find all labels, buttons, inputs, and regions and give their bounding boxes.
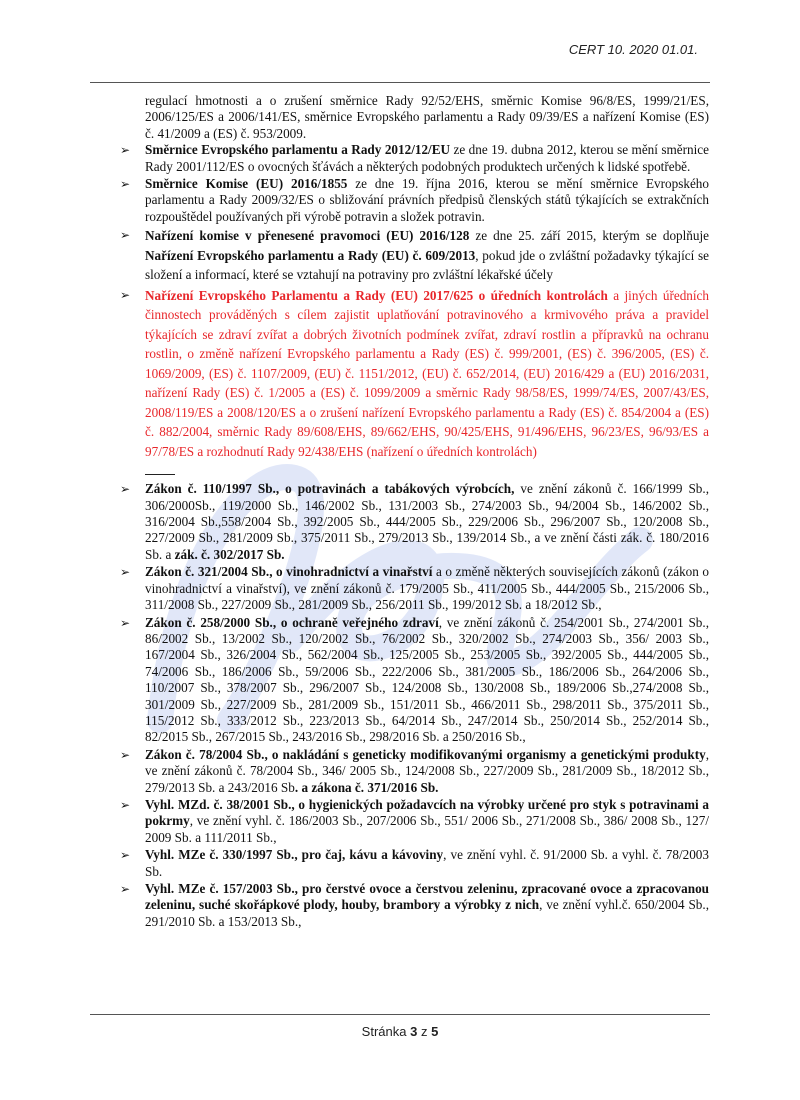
item-title: Zákon č. 321/2004 Sb., o vinohradnictví a vinařství — [145, 564, 433, 580]
document-reference: CERT 10. 2020 01.01. — [568, 42, 698, 57]
list-item — [116, 176, 709, 225]
arrow-bullet-icon: ➢ — [120, 797, 131, 812]
list-item — [116, 881, 709, 930]
item-text: , ve znění vyhl. č. 91/2000 Sb. a vyhl. č. 78/2003 Sb. — [145, 847, 709, 879]
item-text: , ve znění zákonů č. 78/2004 Sb., 346/ 2005 Sb., 124/2008 Sb., 227/2009 Sb., 281/2009 Sb., 18/2012 Sb., 279/2013 Sb. a 243/2016 Sb — [145, 746, 709, 795]
item-text: ve znění zákonů č. 166/1999 Sb., 306/2000Sb., 119/2000 Sb., 146/2002 Sb., 131/2003 Sb., 274/2003 Sb., 94/2004 Sb., 146/2002 Sb., 316/2004 Sb.,558/2004 Sb., 392/2005 Sb., 444/2005 Sb., 229/2006 Sb., 296/2007 Sb., 120/2008 Sb., 227/2009 Sb., 281/2009 Sb., 375/2011 Sb., 279/2013 Sb., 139/2014 Sb., a ve znění části zák. č. 180/2016 Sb. a — [145, 481, 709, 562]
arrow-bullet-icon: ➢ — [120, 287, 131, 302]
arrow-bullet-icon: ➢ — [120, 143, 131, 158]
list-item — [116, 226, 709, 285]
list-item — [116, 142, 709, 175]
page-footer — [0, 1024, 800, 1039]
list-item — [116, 564, 709, 613]
list-item — [116, 615, 709, 746]
continuation-paragraph: regulací hmotnosti a o zrušení směrnice Rady 92/52/EHS, směrnic Komise 96/8/ES, 1999/21/ES, 2006/125/ES a 2006/141/ES, směrnice Evropského parlamentu a Rady 09/39/ES a nařízení Komise (ES) č. 41/2009 a (ES) č. 953/2009. — [145, 93, 709, 141]
item-title-secondary: . a zákona č. 371/2016 Sb. — [294, 779, 439, 795]
item-title: Nařízení komise v přenesené pravomoci (EU) 2016/128 — [145, 228, 470, 244]
item-title: Vyhl. MZe č. 157/2003 Sb., pro čerstvé ovoce a čerstvou zeleninu, zpracované ovoce a zpracovanou zeleninu, suché skořápkové plody, houby, brambory a výrobky z nich — [145, 881, 709, 913]
footer-of: z — [420, 1024, 428, 1039]
item-title: Nařízení Evropského Parlamentu a Rady (EU) 2017/625 o úředních kontrolách — [145, 287, 608, 303]
item-text: , ve znění zákonů č. 254/2001 Sb., 274/2001 Sb., 86/2002 Sb., 13/2002 Sb., 120/2002 Sb., 76/2002 Sb., 320/2002 Sb., 274/2003 Sb., 356/ 2003 Sb., 167/2004 Sb., 326/2004 Sb., 562/2004 Sb., 125/2005 Sb., 253/2005 Sb., 392/2005 Sb., 444/2005 Sb., 74/2006 Sb., 186/2006 Sb., 59/2006 Sb., 222/2006 Sb., 381/2005 Sb., 186/2006 Sb., 264/2006 Sb., 110/2007 Sb., 378/2007 Sb., 296/2007 Sb., 124/2008 Sb., 130/2008 Sb., 189/2006 Sb.,274/2008 Sb., 301/2009 Sb., 227/2009 Sb., 281/2009 Sb., 151/2011 Sb., 466/2011 Sb., 298/2011 Sb., 375/2011 Sb., 115/2012 Sb., 333/2012 Sb., 223/2013 Sb., 64/2014 Sb., 247/2014 Sb., 250/2014 Sb., 252/2014 Sb., 82/2015 Sb., 267/2015 Sb., 243/2016 Sb., 298/2016 Sb. a 250/2016 Sb., — [145, 614, 709, 745]
total-pages: 5 — [431, 1024, 439, 1039]
list-item — [116, 797, 709, 846]
national-laws-list — [116, 481, 709, 930]
arrow-bullet-icon: ➢ — [120, 565, 131, 580]
item-title: Zákon č. 110/1997 Sb., o potravinách a tabákových výrobcích, — [145, 481, 515, 497]
list-item-highlighted — [116, 286, 709, 462]
item-title-secondary: zák. č. 302/2017 Sb. — [174, 546, 285, 562]
list-item — [116, 847, 709, 880]
footer-label: Stránka — [361, 1024, 407, 1039]
arrow-bullet-icon: ➢ — [120, 228, 131, 243]
list-item — [116, 747, 709, 796]
item-title: Zákon č. 258/2000 Sb., o ochraně veřejného zdraví — [145, 614, 439, 630]
item-title: Vyhl. MZe č. 330/1997 Sb., pro čaj, kávu a kávoviny — [145, 847, 444, 863]
item-title-secondary: Nařízení Evropského parlamentu a Rady (EU) č. 609/2013 — [145, 247, 476, 263]
footer-rule — [90, 1014, 710, 1015]
arrow-bullet-icon: ➢ — [120, 615, 131, 630]
item-text: ze dne 19. října 2016, kterou se mění směrnice Evropského parlamentu a Rady 2009/32/ES o sbližování právních předpisů členských států týkajících se extrakčních rozpouštědel používaných při výrobě potravin a složek potravin. — [145, 176, 709, 224]
arrow-bullet-icon: ➢ — [120, 747, 131, 762]
arrow-bullet-icon: ➢ — [120, 882, 131, 896]
item-title: Směrnice Evropského parlamentu a Rady 2012/12/EU — [145, 142, 451, 158]
item-text: a jiných úředních činnostech prováděných s cílem zajistit uplatňování potravinového a krmivového práva a pravidel týkajících se zdraví zvířat a dobrých životních podmínek zvířat, zdraví rostlin a přípravků na ochranu rostlin, o změně nařízení Evropského parlamentu a Rady (ES) č. 999/2001, (ES) č. 396/2005, (ES) č. 1069/2009, (ES) č. 1107/2009, (EU) č. 1151/2012, (EU) č. 652/2014, (EU) 2016/429 a (EU) 2016/2031, nařízení Rady (ES) č. 1/2005 a (ES) č. 1099/2009 a směrnic Rady 98/58/ES, 1999/74/ES, 2007/43/ES, 2008/119/ES a 2008/120/ES a o zrušení nařízení Evropského parlamentu a Rady (ES) č. 854/2004 a (ES) č. 882/2004, směrnic Rady 89/608/EHS, 89/662/EHS, 90/425/EHS, 91/496/EHS, 96/23/ES, 96/93/ES a 97/78/ES a rozhodnutí Rady 92/438/EHS (nařízení o úředních kontrolách) — [145, 287, 710, 459]
item-text: ze dne 19. dubna 2012, kterou se mění směrnice Rady 2001/112/ES o ovocných šťávách a některých podobných produktech určených k lidské spotřebě. — [145, 142, 709, 174]
short-separator-line — [145, 462, 175, 475]
header-rule — [90, 82, 710, 83]
item-text: , ve znění vyhl.č. 650/2004 Sb., 291/2010 Sb. a 153/2013 Sb., — [145, 897, 709, 929]
arrow-bullet-icon: ➢ — [120, 848, 131, 863]
item-title: Směrnice Komise (EU) 2016/1855 — [145, 176, 348, 192]
current-page-number: 3 — [410, 1024, 418, 1039]
item-text-secondary: , pokud jde o zvláštní požadavky týkající se složení a informací, které se vztahují na potraviny pro zvláštní lékařské účely — [145, 247, 709, 283]
arrow-bullet-icon: ➢ — [120, 482, 131, 497]
list-item — [116, 481, 709, 563]
item-text: , ve znění vyhl. č. 186/2003 Sb., 207/2006 Sb., 551/ 2006 Sb., 271/2008 Sb., 386/ 2008 Sb., 127/ 2009 Sb. a 111/2011 Sb., — [145, 813, 709, 845]
item-text: ze dne 25. září 2015, kterým se doplňuje — [469, 228, 709, 244]
item-text: a o změně některých souvisejících zákonů (zákon o vinohradnictví a vinařství), ve znění zákonů č. 179/2005 Sb., 411/2005 Sb., 444/2005 Sb., 215/2006 Sb., 311/2008 Sb., 227/2009 Sb., 281/2009 Sb., 256/2011 Sb., 199/2012 Sb. a 18/2012 Sb., — [145, 564, 709, 613]
arrow-bullet-icon: ➢ — [120, 177, 131, 192]
document-body — [116, 93, 709, 931]
eu-regulations-list — [116, 142, 709, 461]
item-title: Vyhl. MZd. č. 38/2001 Sb., o hygienických požadavcích na výrobky určené pro styk s potravinami a pokrmy — [145, 796, 709, 829]
item-title: Zákon č. 78/2004 Sb., o nakládání s geneticky modifikovanými organismy a genetickými produkty — [145, 746, 706, 762]
